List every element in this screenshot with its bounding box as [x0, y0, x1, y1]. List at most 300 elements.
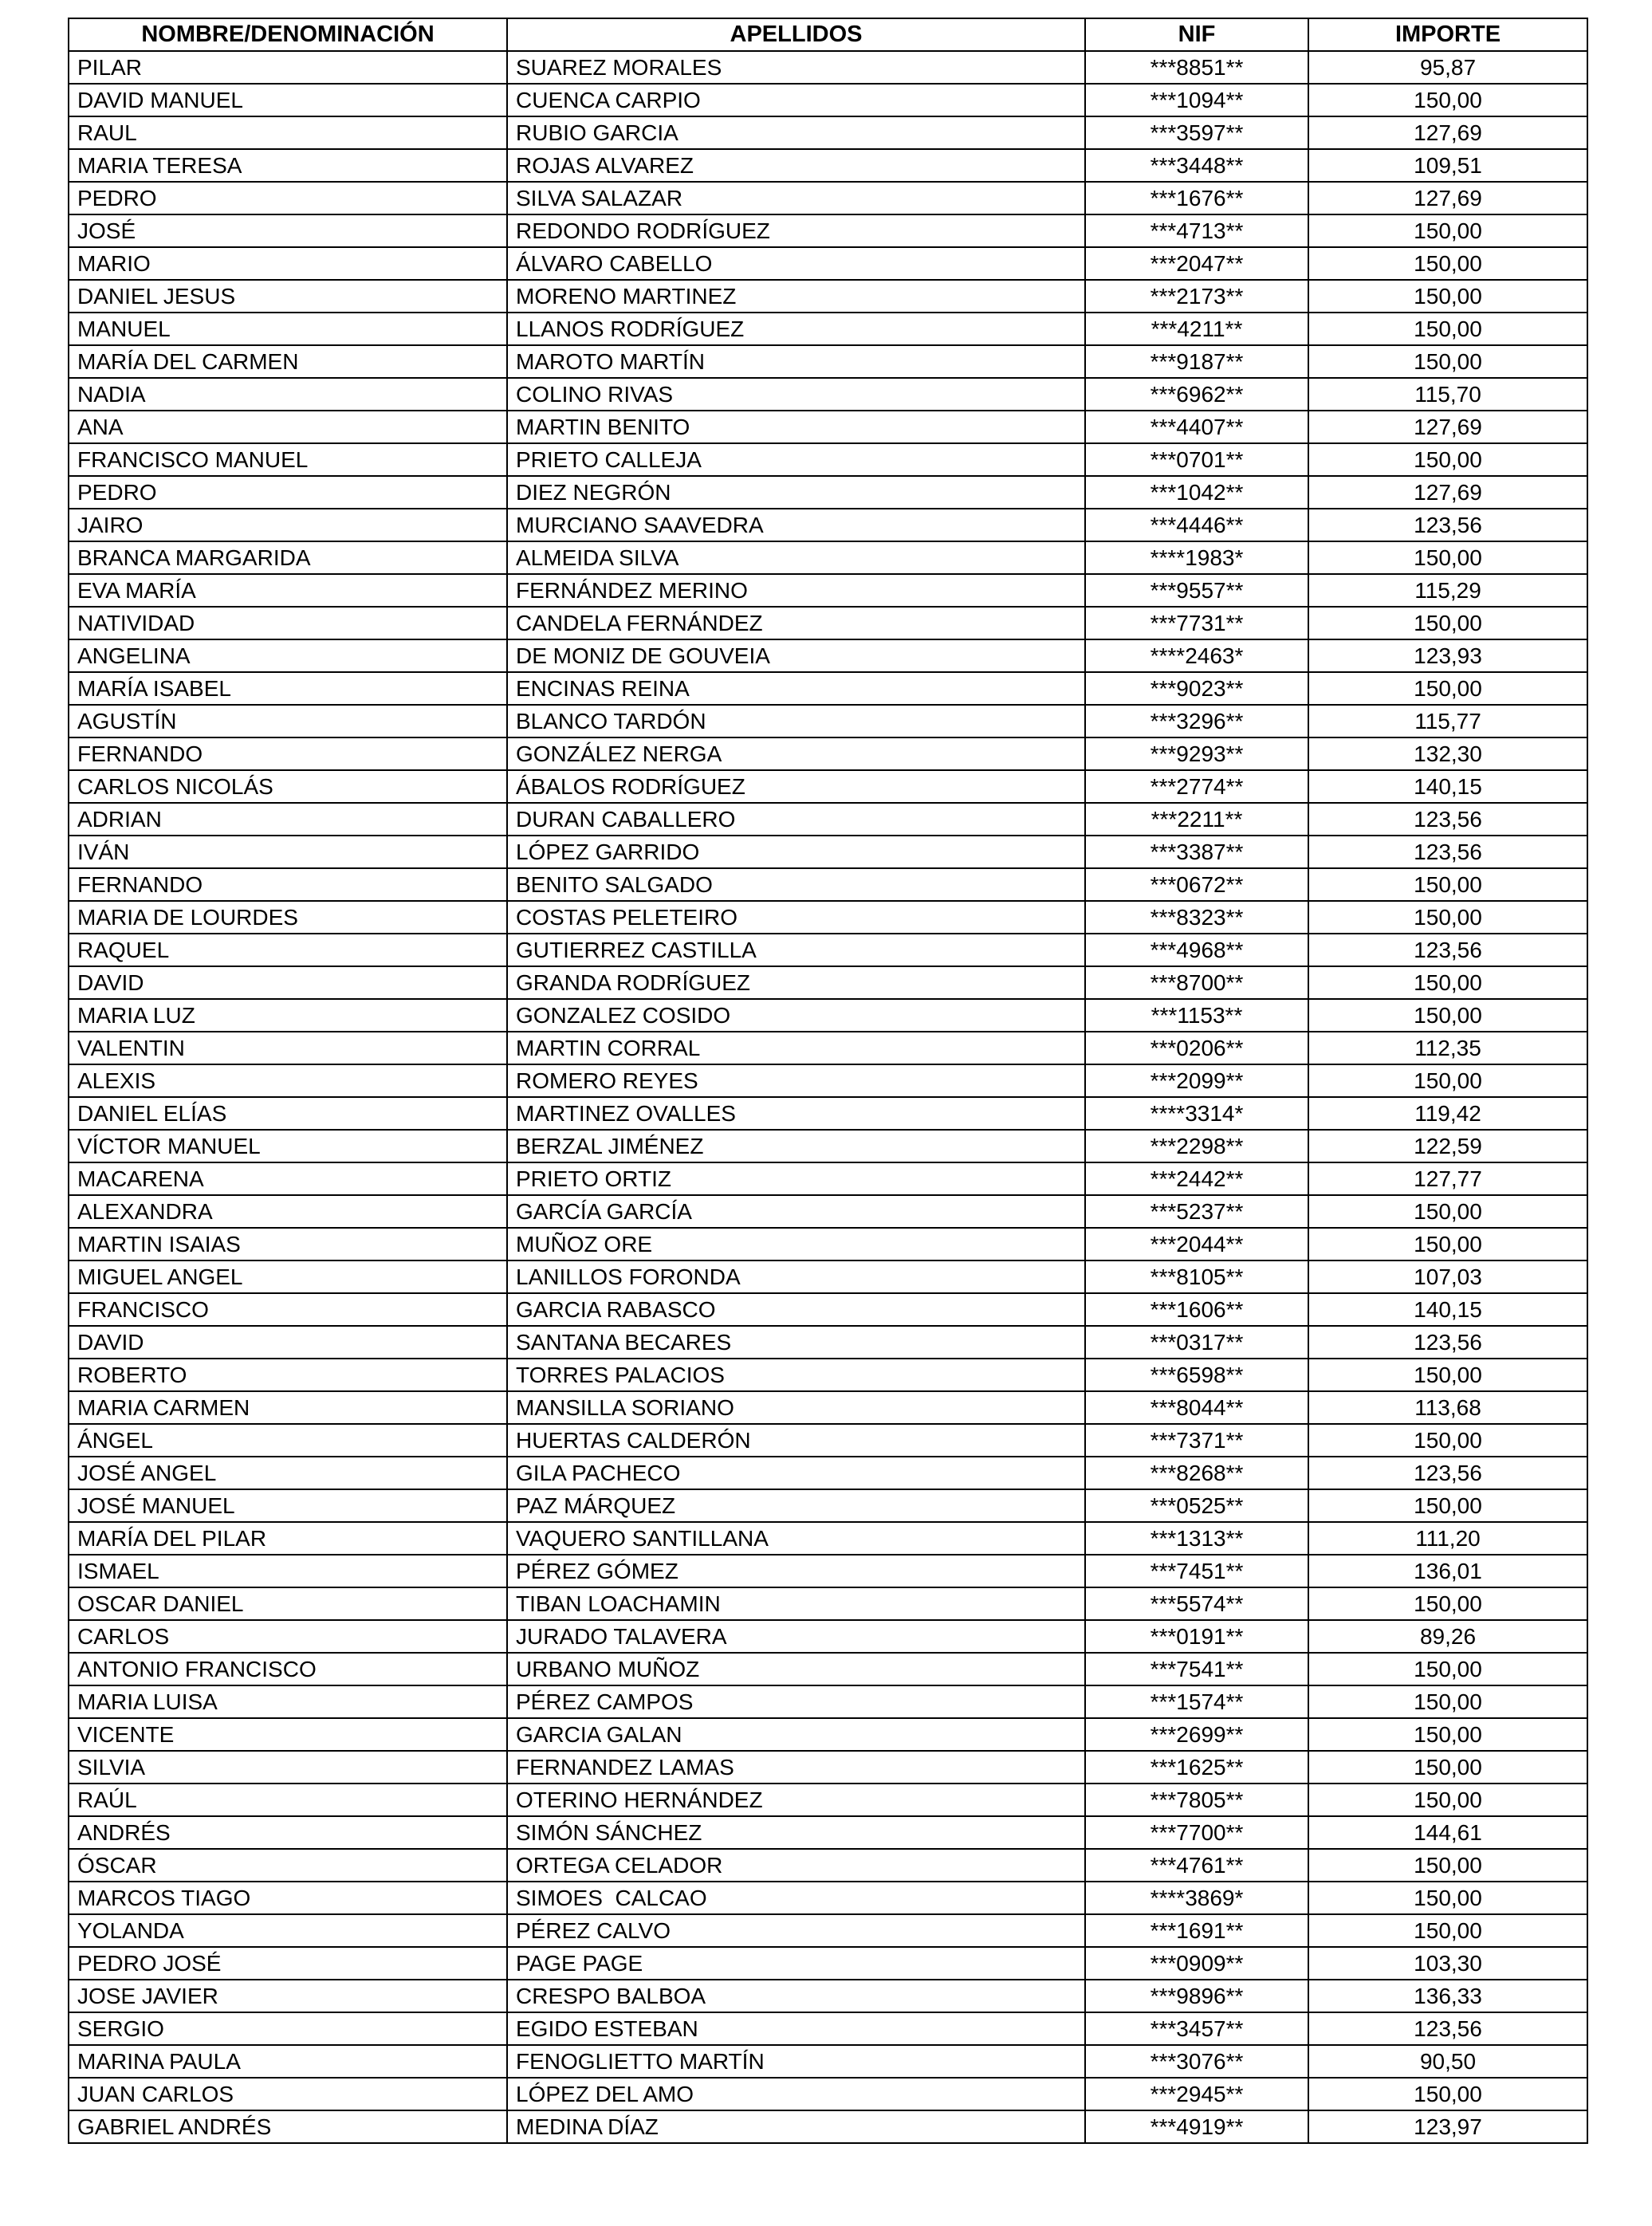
- header-apellidos: APELLIDOS: [507, 18, 1085, 51]
- cell-importe: 150,00: [1308, 868, 1587, 901]
- table-row: [69, 803, 1587, 836]
- cell-apellidos: GARCIA GALAN: [507, 1718, 1085, 1751]
- table-row: [69, 901, 1587, 934]
- cell-nif: ***1691**: [1085, 1914, 1308, 1947]
- cell-nombre-denominacion: JUAN CARLOS: [69, 2078, 507, 2110]
- cell-nif: ***3448**: [1085, 149, 1308, 182]
- cell-nombre-denominacion: FRANCISCO: [69, 1293, 507, 1326]
- cell-importe: 89,26: [1308, 1620, 1587, 1653]
- cell-nif: ***1042**: [1085, 476, 1308, 509]
- cell-importe: 150,00: [1308, 1914, 1587, 1947]
- cell-importe: 150,00: [1308, 607, 1587, 639]
- table-row: [69, 1816, 1587, 1849]
- cell-nif: ***4713**: [1085, 214, 1308, 247]
- cell-nif: ***1094**: [1085, 84, 1308, 116]
- table-row: [69, 1359, 1587, 1391]
- cell-importe: 150,00: [1308, 966, 1587, 999]
- cell-nif: ***2945**: [1085, 2078, 1308, 2110]
- table-row: [69, 639, 1587, 672]
- cell-importe: 113,68: [1308, 1391, 1587, 1424]
- table-row: [69, 1391, 1587, 1424]
- cell-nif: ***4919**: [1085, 2110, 1308, 2143]
- cell-importe: 95,87: [1308, 51, 1587, 84]
- cell-importe: 115,70: [1308, 378, 1587, 411]
- cell-importe: 150,00: [1308, 1882, 1587, 1914]
- cell-nombre-denominacion: ANA: [69, 411, 507, 443]
- cell-nif: ***8700**: [1085, 966, 1308, 999]
- table-row: [69, 770, 1587, 803]
- cell-importe: 103,30: [1308, 1947, 1587, 1980]
- cell-importe: 150,00: [1308, 999, 1587, 1032]
- cell-nif: ***0191**: [1085, 1620, 1308, 1653]
- header-importe: IMPORTE: [1308, 18, 1587, 51]
- cell-nif: ****2463*: [1085, 639, 1308, 672]
- table-row: [69, 1914, 1587, 1947]
- cell-apellidos: ÁLVARO CABELLO: [507, 247, 1085, 280]
- cell-apellidos: PÉREZ CALVO: [507, 1914, 1085, 1947]
- cell-nombre-denominacion: DAVID: [69, 966, 507, 999]
- header-row: [69, 18, 1587, 51]
- cell-nif: ***2099**: [1085, 1064, 1308, 1097]
- table-row: [69, 1130, 1587, 1162]
- cell-apellidos: REDONDO RODRÍGUEZ: [507, 214, 1085, 247]
- cell-apellidos: MANSILLA SORIANO: [507, 1391, 1085, 1424]
- cell-nif: ***0317**: [1085, 1326, 1308, 1359]
- cell-nombre-denominacion: MARÍA DEL CARMEN: [69, 345, 507, 378]
- cell-nombre-denominacion: MARIA LUZ: [69, 999, 507, 1032]
- table-row: [69, 149, 1587, 182]
- cell-nombre-denominacion: DANIEL ELÍAS: [69, 1097, 507, 1130]
- cell-importe: 123,56: [1308, 1326, 1587, 1359]
- cell-nombre-denominacion: JAIRO: [69, 509, 507, 541]
- table-row: [69, 214, 1587, 247]
- cell-importe: 150,00: [1308, 1587, 1587, 1620]
- cell-apellidos: EGIDO ESTEBAN: [507, 2012, 1085, 2045]
- cell-nif: ***0206**: [1085, 1032, 1308, 1064]
- cell-nif: ***2442**: [1085, 1162, 1308, 1195]
- cell-nombre-denominacion: RAUL: [69, 116, 507, 149]
- table-row: [69, 1162, 1587, 1195]
- cell-nombre-denominacion: DAVID MANUEL: [69, 84, 507, 116]
- cell-nombre-denominacion: MARIA CARMEN: [69, 1391, 507, 1424]
- table-row: [69, 1097, 1587, 1130]
- table-row: [69, 1653, 1587, 1685]
- cell-importe: 107,03: [1308, 1260, 1587, 1293]
- cell-importe: 127,69: [1308, 182, 1587, 214]
- table-row: [69, 1424, 1587, 1457]
- cell-importe: 150,00: [1308, 2078, 1587, 2110]
- cell-apellidos: GUTIERREZ CASTILLA: [507, 934, 1085, 966]
- cell-importe: 127,69: [1308, 476, 1587, 509]
- cell-apellidos: MAROTO MARTÍN: [507, 345, 1085, 378]
- cell-nif: ***2774**: [1085, 770, 1308, 803]
- cell-nif: ***5574**: [1085, 1587, 1308, 1620]
- cell-nif: ***7700**: [1085, 1816, 1308, 1849]
- cell-apellidos: DIEZ NEGRÓN: [507, 476, 1085, 509]
- cell-nombre-denominacion: PEDRO: [69, 182, 507, 214]
- cell-importe: 150,00: [1308, 901, 1587, 934]
- cell-importe: 127,77: [1308, 1162, 1587, 1195]
- table-row: [69, 1326, 1587, 1359]
- cell-apellidos: FERNÁNDEZ MERINO: [507, 574, 1085, 607]
- cell-nif: ***9023**: [1085, 672, 1308, 705]
- cell-importe: 136,01: [1308, 1555, 1587, 1587]
- cell-nombre-denominacion: CARLOS NICOLÁS: [69, 770, 507, 803]
- cell-nombre-denominacion: ANDRÉS: [69, 1816, 507, 1849]
- cell-nif: ***1153**: [1085, 999, 1308, 1032]
- table-row: [69, 1555, 1587, 1587]
- cell-apellidos: ROJAS ALVAREZ: [507, 149, 1085, 182]
- table-row: [69, 1620, 1587, 1653]
- cell-nombre-denominacion: ROBERTO: [69, 1359, 507, 1391]
- cell-nombre-denominacion: VALENTIN: [69, 1032, 507, 1064]
- cell-importe: 150,00: [1308, 672, 1587, 705]
- cell-apellidos: JURADO TALAVERA: [507, 1620, 1085, 1653]
- cell-importe: 122,59: [1308, 1130, 1587, 1162]
- cell-nombre-denominacion: SILVIA: [69, 1751, 507, 1784]
- table-row: [69, 1457, 1587, 1489]
- cell-apellidos: ENCINAS REINA: [507, 672, 1085, 705]
- table-row: [69, 378, 1587, 411]
- cell-importe: 150,00: [1308, 1359, 1587, 1391]
- cell-apellidos: BLANCO TARDÓN: [507, 705, 1085, 737]
- cell-nif: ****1983*: [1085, 541, 1308, 574]
- cell-apellidos: GARCÍA GARCÍA: [507, 1195, 1085, 1228]
- cell-nif: ***2044**: [1085, 1228, 1308, 1260]
- cell-importe: 150,00: [1308, 214, 1587, 247]
- table-body: [69, 51, 1587, 2143]
- cell-nombre-denominacion: FRANCISCO MANUEL: [69, 443, 507, 476]
- cell-apellidos: ROMERO REYES: [507, 1064, 1085, 1097]
- cell-apellidos: BENITO SALGADO: [507, 868, 1085, 901]
- cell-nif: ***7805**: [1085, 1784, 1308, 1816]
- cell-nombre-denominacion: CARLOS: [69, 1620, 507, 1653]
- cell-nombre-denominacion: NATIVIDAD: [69, 607, 507, 639]
- table-row: [69, 1980, 1587, 2012]
- cell-apellidos: CUENCA CARPIO: [507, 84, 1085, 116]
- cell-apellidos: CRESPO BALBOA: [507, 1980, 1085, 2012]
- table-row: [69, 672, 1587, 705]
- cell-nombre-denominacion: JOSE JAVIER: [69, 1980, 507, 2012]
- cell-apellidos: SUAREZ MORALES: [507, 51, 1085, 84]
- cell-apellidos: LÓPEZ GARRIDO: [507, 836, 1085, 868]
- table-row: [69, 2110, 1587, 2143]
- cell-importe: 123,56: [1308, 1457, 1587, 1489]
- cell-nombre-denominacion: MARINA PAULA: [69, 2045, 507, 2078]
- cell-nif: ***4211**: [1085, 313, 1308, 345]
- table-row: [69, 836, 1587, 868]
- cell-nombre-denominacion: MARTIN ISAIAS: [69, 1228, 507, 1260]
- cell-nombre-denominacion: MARÍA ISABEL: [69, 672, 507, 705]
- table-row: [69, 345, 1587, 378]
- table-row: [69, 1032, 1587, 1064]
- cell-nombre-denominacion: MACARENA: [69, 1162, 507, 1195]
- cell-nombre-denominacion: VICENTE: [69, 1718, 507, 1751]
- cell-apellidos: DE MONIZ DE GOUVEIA: [507, 639, 1085, 672]
- table-row: [69, 1947, 1587, 1980]
- cell-importe: 150,00: [1308, 541, 1587, 574]
- cell-apellidos: TIBAN LOACHAMIN: [507, 1587, 1085, 1620]
- cell-importe: 150,00: [1308, 1849, 1587, 1882]
- table-row: [69, 182, 1587, 214]
- cell-apellidos: PAGE PAGE: [507, 1947, 1085, 1980]
- cell-nif: ***2173**: [1085, 280, 1308, 313]
- cell-nif: ***0909**: [1085, 1947, 1308, 1980]
- cell-importe: 123,56: [1308, 2012, 1587, 2045]
- table-row: [69, 84, 1587, 116]
- cell-nif: ***2211**: [1085, 803, 1308, 836]
- cell-nif: ***9557**: [1085, 574, 1308, 607]
- table-row: [69, 934, 1587, 966]
- cell-nombre-denominacion: JOSÉ: [69, 214, 507, 247]
- cell-nombre-denominacion: PEDRO JOSÉ: [69, 1947, 507, 1980]
- cell-nif: ***7541**: [1085, 1653, 1308, 1685]
- cell-importe: 150,00: [1308, 345, 1587, 378]
- cell-nombre-denominacion: YOLANDA: [69, 1914, 507, 1947]
- cell-apellidos: MUÑOZ ORE: [507, 1228, 1085, 1260]
- cell-nombre-denominacion: VÍCTOR MANUEL: [69, 1130, 507, 1162]
- cell-nif: ***4407**: [1085, 411, 1308, 443]
- cell-nif: ***5237**: [1085, 1195, 1308, 1228]
- cell-nif: ***8268**: [1085, 1457, 1308, 1489]
- table-row: [69, 313, 1587, 345]
- table-row: [69, 1587, 1587, 1620]
- cell-nif: ***3597**: [1085, 116, 1308, 149]
- cell-nombre-denominacion: MIGUEL ANGEL: [69, 1260, 507, 1293]
- cell-nif: ***1313**: [1085, 1522, 1308, 1555]
- cell-nif: ***1676**: [1085, 182, 1308, 214]
- cell-apellidos: GONZALEZ COSIDO: [507, 999, 1085, 1032]
- cell-apellidos: PRIETO CALLEJA: [507, 443, 1085, 476]
- table-row: [69, 1784, 1587, 1816]
- cell-nombre-denominacion: EVA MARÍA: [69, 574, 507, 607]
- cell-importe: 115,77: [1308, 705, 1587, 737]
- cell-importe: 150,00: [1308, 1751, 1587, 1784]
- cell-importe: 150,00: [1308, 1653, 1587, 1685]
- cell-nombre-denominacion: ANGELINA: [69, 639, 507, 672]
- cell-importe: 123,56: [1308, 803, 1587, 836]
- cell-nif: ***4761**: [1085, 1849, 1308, 1882]
- cell-apellidos: COSTAS PELETEIRO: [507, 901, 1085, 934]
- cell-apellidos: RUBIO GARCIA: [507, 116, 1085, 149]
- cell-apellidos: GILA PACHECO: [507, 1457, 1085, 1489]
- cell-nombre-denominacion: RAÚL: [69, 1784, 507, 1816]
- table-row: [69, 411, 1587, 443]
- table-row: [69, 999, 1587, 1032]
- table-row: [69, 509, 1587, 541]
- cell-nombre-denominacion: ISMAEL: [69, 1555, 507, 1587]
- cell-apellidos: PRIETO ORTIZ: [507, 1162, 1085, 1195]
- cell-importe: 127,69: [1308, 411, 1587, 443]
- cell-nif: ***4446**: [1085, 509, 1308, 541]
- table-row: [69, 1718, 1587, 1751]
- table-row: [69, 574, 1587, 607]
- table-row: [69, 1882, 1587, 1914]
- cell-apellidos: MEDINA DÍAZ: [507, 2110, 1085, 2143]
- cell-apellidos: BERZAL JIMÉNEZ: [507, 1130, 1085, 1162]
- cell-nombre-denominacion: MARIA LUISA: [69, 1685, 507, 1718]
- cell-nombre-denominacion: MANUEL: [69, 313, 507, 345]
- table-row: [69, 116, 1587, 149]
- cell-nif: ***1574**: [1085, 1685, 1308, 1718]
- table-row: [69, 443, 1587, 476]
- cell-importe: 115,29: [1308, 574, 1587, 607]
- cell-apellidos: MARTIN BENITO: [507, 411, 1085, 443]
- cell-apellidos: LÓPEZ DEL AMO: [507, 2078, 1085, 2110]
- cell-nif: ***7731**: [1085, 607, 1308, 639]
- cell-nombre-denominacion: JOSÉ MANUEL: [69, 1489, 507, 1522]
- cell-apellidos: COLINO RIVAS: [507, 378, 1085, 411]
- cell-nombre-denominacion: ÓSCAR: [69, 1849, 507, 1882]
- cell-nif: ***8044**: [1085, 1391, 1308, 1424]
- cell-apellidos: URBANO MUÑOZ: [507, 1653, 1085, 1685]
- cell-nombre-denominacion: PEDRO: [69, 476, 507, 509]
- cell-importe: 132,30: [1308, 737, 1587, 770]
- cell-apellidos: ALMEIDA SILVA: [507, 541, 1085, 574]
- cell-nif: ***7451**: [1085, 1555, 1308, 1587]
- cell-importe: 123,56: [1308, 934, 1587, 966]
- table-row: [69, 280, 1587, 313]
- cell-nombre-denominacion: ALEXANDRA: [69, 1195, 507, 1228]
- cell-nombre-denominacion: MARIO: [69, 247, 507, 280]
- cell-importe: 123,93: [1308, 639, 1587, 672]
- cell-nif: ***0701**: [1085, 443, 1308, 476]
- table-row: [69, 737, 1587, 770]
- cell-nif: ***8323**: [1085, 901, 1308, 934]
- cell-nif: ***0525**: [1085, 1489, 1308, 1522]
- cell-nombre-denominacion: DAVID: [69, 1326, 507, 1359]
- cell-nombre-denominacion: JOSÉ ANGEL: [69, 1457, 507, 1489]
- cell-importe: 150,00: [1308, 1195, 1587, 1228]
- table-row: [69, 2012, 1587, 2045]
- cell-importe: 150,00: [1308, 247, 1587, 280]
- cell-apellidos: MURCIANO SAAVEDRA: [507, 509, 1085, 541]
- table-row: [69, 1293, 1587, 1326]
- cell-nombre-denominacion: DANIEL JESUS: [69, 280, 507, 313]
- cell-importe: 90,50: [1308, 2045, 1587, 2078]
- cell-nif: ***2298**: [1085, 1130, 1308, 1162]
- cell-nombre-denominacion: MARÍA DEL PILAR: [69, 1522, 507, 1555]
- cell-nombre-denominacion: IVÁN: [69, 836, 507, 868]
- cell-nif: ***9187**: [1085, 345, 1308, 378]
- table-row: [69, 1685, 1587, 1718]
- cell-importe: 123,56: [1308, 509, 1587, 541]
- cell-importe: 109,51: [1308, 149, 1587, 182]
- cell-nif: ***2047**: [1085, 247, 1308, 280]
- cell-apellidos: VAQUERO SANTILLANA: [507, 1522, 1085, 1555]
- cell-importe: 140,15: [1308, 1293, 1587, 1326]
- table-row: [69, 2078, 1587, 2110]
- cell-nombre-denominacion: RAQUEL: [69, 934, 507, 966]
- cell-nombre-denominacion: OSCAR DANIEL: [69, 1587, 507, 1620]
- cell-nif: ***1606**: [1085, 1293, 1308, 1326]
- header-nif: NIF: [1085, 18, 1308, 51]
- cell-importe: 123,56: [1308, 836, 1587, 868]
- cell-nombre-denominacion: PILAR: [69, 51, 507, 84]
- cell-importe: 150,00: [1308, 1228, 1587, 1260]
- cell-importe: 112,35: [1308, 1032, 1587, 1064]
- cell-apellidos: PAZ MÁRQUEZ: [507, 1489, 1085, 1522]
- table-row: [69, 966, 1587, 999]
- cell-importe: 150,00: [1308, 1685, 1587, 1718]
- cell-importe: 150,00: [1308, 313, 1587, 345]
- cell-apellidos: PÉREZ GÓMEZ: [507, 1555, 1085, 1587]
- table-row: [69, 541, 1587, 574]
- cell-apellidos: DURAN CABALLERO: [507, 803, 1085, 836]
- cell-apellidos: HUERTAS CALDERÓN: [507, 1424, 1085, 1457]
- cell-importe: 150,00: [1308, 280, 1587, 313]
- table-row: [69, 51, 1587, 84]
- cell-nombre-denominacion: MARCOS TIAGO: [69, 1882, 507, 1914]
- cell-importe: 150,00: [1308, 1064, 1587, 1097]
- cell-nif: ***2699**: [1085, 1718, 1308, 1751]
- table-row: [69, 1849, 1587, 1882]
- cell-apellidos: GARCIA RABASCO: [507, 1293, 1085, 1326]
- cell-nif: ***8851**: [1085, 51, 1308, 84]
- cell-nombre-denominacion: AGUSTÍN: [69, 705, 507, 737]
- cell-importe: 150,00: [1308, 1718, 1587, 1751]
- cell-apellidos: MARTIN CORRAL: [507, 1032, 1085, 1064]
- cell-apellidos: SANTANA BECARES: [507, 1326, 1085, 1359]
- table-row: [69, 1751, 1587, 1784]
- cell-importe: 150,00: [1308, 1489, 1587, 1522]
- cell-apellidos: ORTEGA CELADOR: [507, 1849, 1085, 1882]
- cell-importe: 127,69: [1308, 116, 1587, 149]
- table-row: [69, 1260, 1587, 1293]
- cell-apellidos: SIMOES CALCAO: [507, 1882, 1085, 1914]
- cell-apellidos: GRANDA RODRÍGUEZ: [507, 966, 1085, 999]
- cell-importe: 150,00: [1308, 1424, 1587, 1457]
- table-row: [69, 1064, 1587, 1097]
- cell-apellidos: FERNANDEZ LAMAS: [507, 1751, 1085, 1784]
- cell-importe: 140,15: [1308, 770, 1587, 803]
- cell-nombre-denominacion: ALEXIS: [69, 1064, 507, 1097]
- table-row: [69, 1522, 1587, 1555]
- cell-apellidos: PÉREZ CAMPOS: [507, 1685, 1085, 1718]
- cell-nombre-denominacion: GABRIEL ANDRÉS: [69, 2110, 507, 2143]
- table-row: [69, 247, 1587, 280]
- cell-nif: ***3387**: [1085, 836, 1308, 868]
- cell-nif: ***3076**: [1085, 2045, 1308, 2078]
- cell-nombre-denominacion: FERNANDO: [69, 868, 507, 901]
- cell-apellidos: GONZÁLEZ NERGA: [507, 737, 1085, 770]
- cell-apellidos: MORENO MARTINEZ: [507, 280, 1085, 313]
- table-row: [69, 1228, 1587, 1260]
- cell-nif: ***7371**: [1085, 1424, 1308, 1457]
- cell-importe: 136,33: [1308, 1980, 1587, 2012]
- cell-nif: ***6962**: [1085, 378, 1308, 411]
- cell-nombre-denominacion: MARIA TERESA: [69, 149, 507, 182]
- cell-apellidos: MARTINEZ OVALLES: [507, 1097, 1085, 1130]
- cell-apellidos: FENOGLIETTO MARTÍN: [507, 2045, 1085, 2078]
- table-row: [69, 705, 1587, 737]
- table-row: [69, 476, 1587, 509]
- cell-importe: 144,61: [1308, 1816, 1587, 1849]
- cell-nombre-denominacion: SERGIO: [69, 2012, 507, 2045]
- table-row: [69, 2045, 1587, 2078]
- cell-nombre-denominacion: FERNANDO: [69, 737, 507, 770]
- beneficiaries-table: [68, 18, 1588, 2144]
- header-nombre-denominacion: NOMBRE/DENOMINACIÓN: [69, 18, 507, 51]
- cell-apellidos: OTERINO HERNÁNDEZ: [507, 1784, 1085, 1816]
- cell-nombre-denominacion: ADRIAN: [69, 803, 507, 836]
- cell-nombre-denominacion: ANTONIO FRANCISCO: [69, 1653, 507, 1685]
- cell-apellidos: CANDELA FERNÁNDEZ: [507, 607, 1085, 639]
- cell-importe: 111,20: [1308, 1522, 1587, 1555]
- cell-apellidos: LLANOS RODRÍGUEZ: [507, 313, 1085, 345]
- table-row: [69, 607, 1587, 639]
- cell-apellidos: LANILLOS FORONDA: [507, 1260, 1085, 1293]
